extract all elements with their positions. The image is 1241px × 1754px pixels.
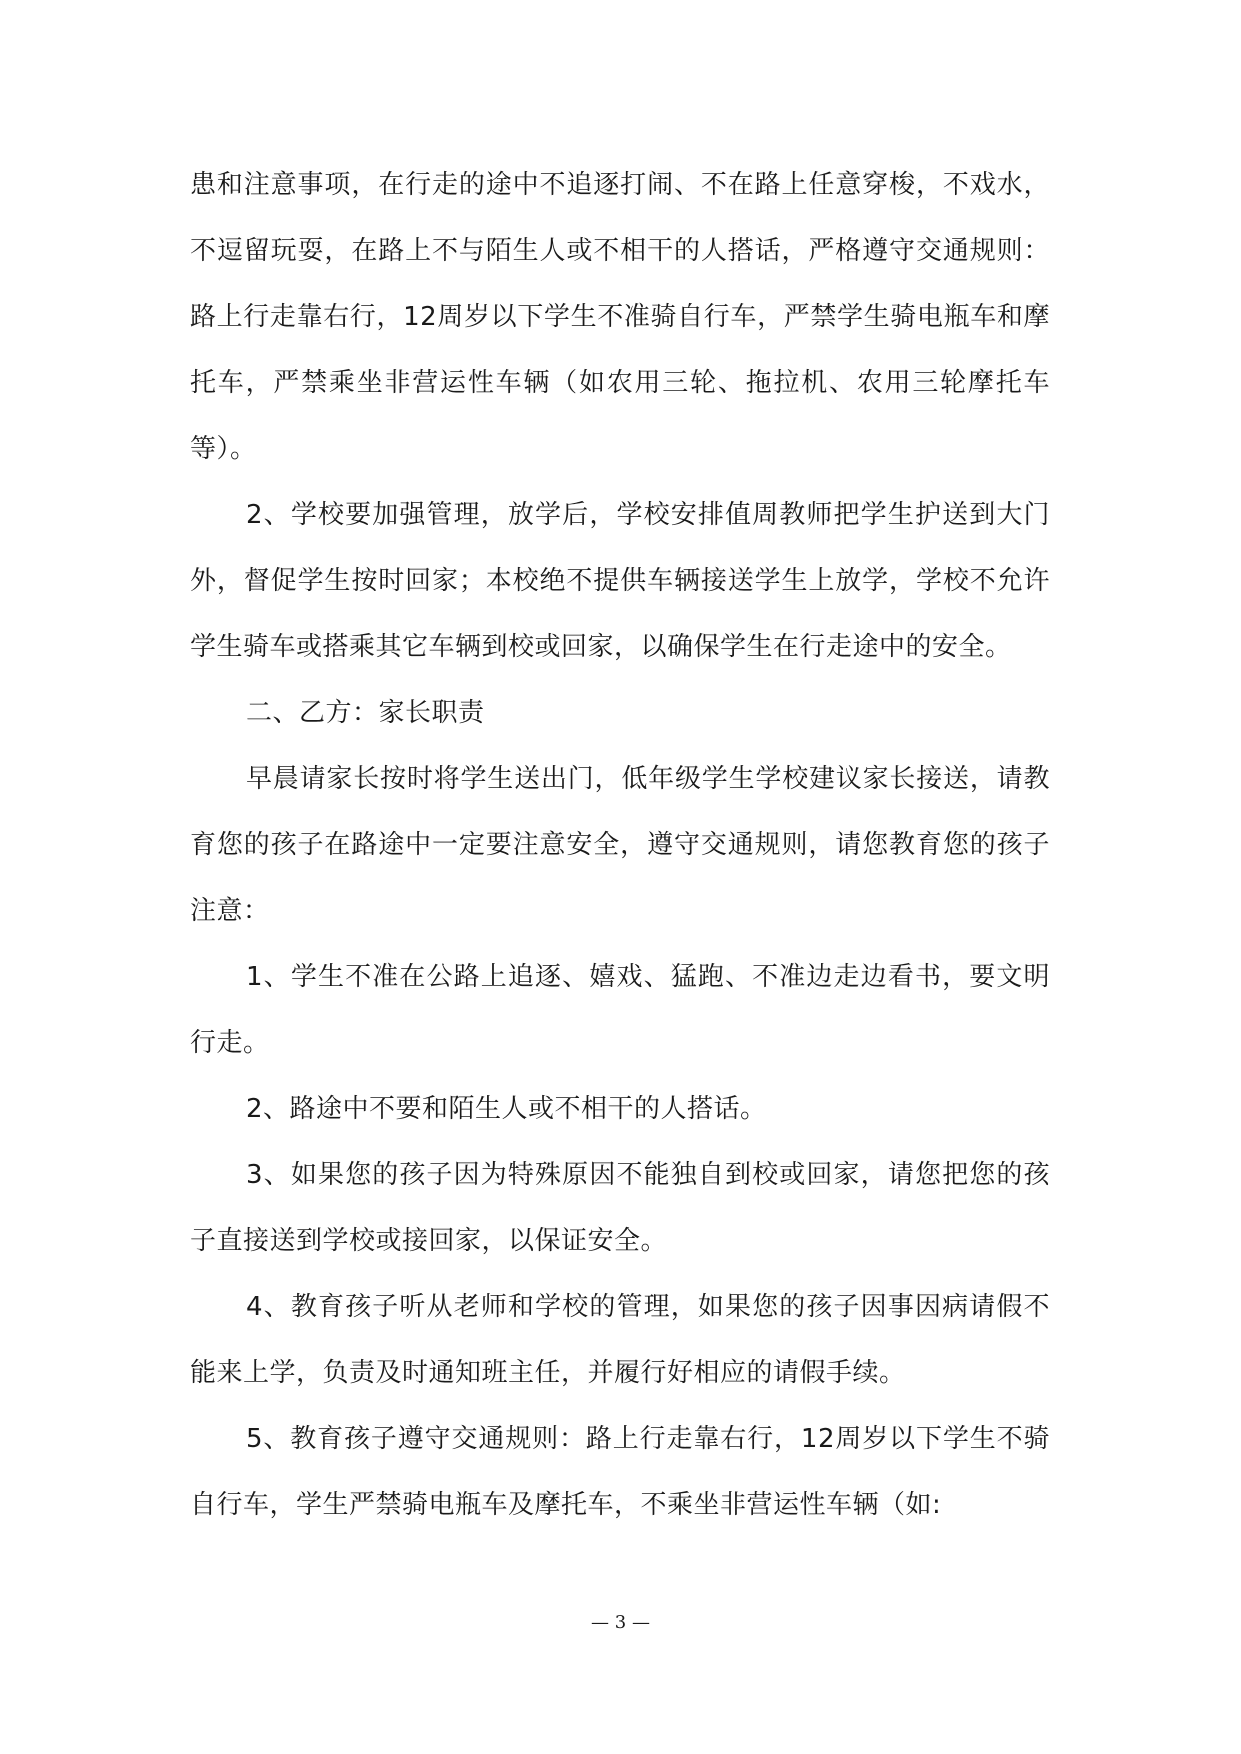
paragraph-parent-item-5: 5、教育孩子遵守交通规则：路上行走靠右行，12周岁以下学生不骑自行车，学生严禁骑电瓶车及摩托车，不乘坐非营运性车辆（如: [190, 1424, 1050, 1520]
paragraph-parent-item-1: 1、学生不准在公路上追逐、嬉戏、猛跑、不准边走边看书，要文明行走。 [190, 962, 1050, 1058]
paragraph-parent-item-2: 2、路途中不要和陌生人或不相干的人搭话。 [246, 1094, 767, 1124]
paragraph-continuation: 患和注意事项，在行走的途中不追逐打闹、不在路上任意穿梭，不戏水，不逗留玩耍，在路上不与陌生人或不相干的人搭话，严格遵守交通规则：路上行走靠右行，12周岁以下学生不准骑自行车，严禁学生骑电瓶车和摩托车，严禁乘坐非营运性车辆（如农用三轮、拖拉机、农用三轮摩托车等）。 [190, 170, 1050, 464]
section-heading-parent-duties: 二、乙方：家长职责 [246, 698, 485, 728]
paragraph-school-item-2: 2、学校要加强管理，放学后，学校安排值周教师把学生护送到大门外，督促学生按时回家；本校绝不提供车辆接送学生上放学，学校不允许学生骑车或搭乘其它车辆到校或回家，以确保学生在行走途中的安全。 [190, 500, 1050, 662]
paragraph-parent-intro: 早晨请家长按时将学生送出门，低年级学生学校建议家长接送，请教育您的孩子在路途中一定要注意安全，遵守交通规则，请您教育您的孩子注意： [190, 764, 1050, 926]
paragraph-parent-item-3: 3、如果您的孩子因为特殊原因不能独自到校或回家，请您把您的孩子直接送到学校或接回家，以保证安全。 [190, 1160, 1050, 1256]
document-body [190, 152, 1050, 1538]
page-number: — 3 — [591, 1612, 650, 1633]
paragraph-parent-item-4: 4、教育孩子听从老师和学校的管理，如果您的孩子因事因病请假不能来上学，负责及时通知班主任，并履行好相应的请假手续。 [190, 1292, 1050, 1388]
